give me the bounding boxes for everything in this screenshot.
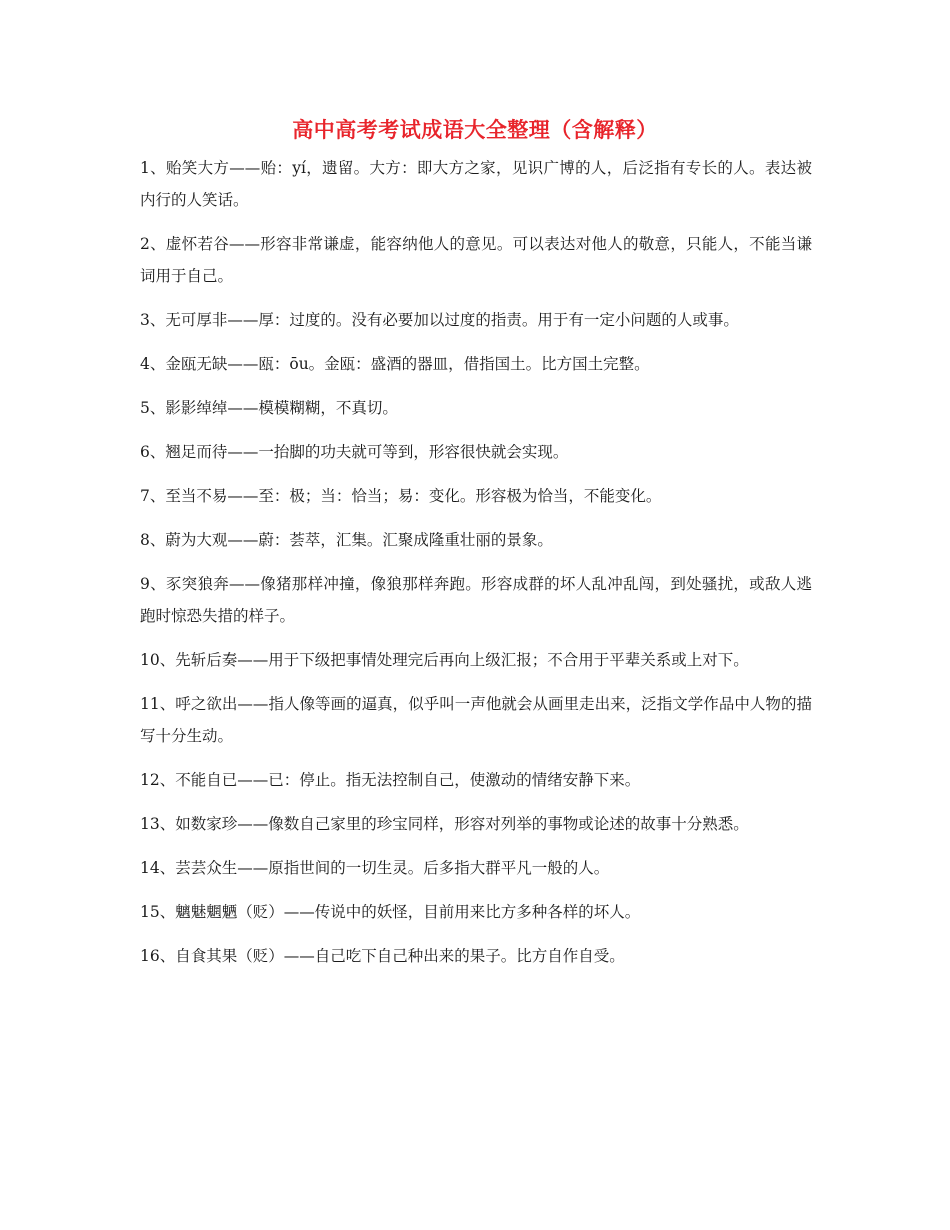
idiom-entry: 13、如数家珍——像数自己家里的珍宝同样，形容对列举的事物或论述的故事十分熟悉。 (140, 815, 749, 833)
idiom-entry: 16、自食其果（贬）——自己吃下自己种出来的果子。比方自作自受。 (140, 947, 625, 965)
idiom-entry: 2、虚怀若谷——形容非常谦虚，能容纳他人的意见。可以表达对他人的敬意，只能人，不能当谦词用于自己。 (140, 235, 812, 285)
idiom-entry: 14、芸芸众生——原指世间的一切生灵。后多指大群平凡一般的人。 (140, 859, 610, 877)
document-title: 高中高考考试成语大全整理（含解释） (292, 117, 658, 142)
idiom-entry: 15、魑魅魍魉（贬）——传说中的妖怪，目前用来比方多种各样的坏人。 (140, 903, 641, 921)
idiom-entry: 5、影影绰绰——模模糊糊，不真切。 (140, 399, 398, 417)
idiom-entry: 3、无可厚非——厚：过度的。没有必要加以过度的指责。用于有一定小问题的人或事。 (140, 311, 739, 329)
idiom-list (140, 152, 812, 984)
idiom-entry: 11、呼之欲出——指人像等画的逼真，似乎叫一声他就会从画里走出来，泛指文学作品中人物的描写十分生动。 (140, 695, 812, 745)
idiom-entry: 12、不能自已——已：停止。指无法控制自己，使激动的情绪安静下来。 (140, 771, 641, 789)
idiom-entry: 7、至当不易——至：极；当：恰当；易：变化。形容极为恰当，不能变化。 (140, 487, 662, 505)
idiom-entry: 4、金瓯无缺——瓯：ōu。金瓯：盛酒的器皿，借指国土。比方国土完整。 (140, 355, 650, 373)
idiom-entry: 10、先斩后奏——用于下级把事情处理完后再向上级汇报；不合用于平辈关系或上对下。 (140, 651, 749, 669)
idiom-entry: 6、翘足而待——一抬脚的功夫就可等到，形容很快就会实现。 (140, 443, 569, 461)
idiom-entry: 1、贻笑大方——贻：yí，遗留。大方：即大方之家，见识广博的人，后泛指有专长的人。表达被内行的人笑话。 (140, 159, 812, 209)
idiom-entry: 9、豕突狼奔——像猪那样冲撞，像狼那样奔跑。形容成群的坏人乱冲乱闯，到处骚扰，或敌人逃跑时惊恐失措的样子。 (140, 575, 812, 625)
idiom-entry: 8、蔚为大观——蔚：荟萃，汇集。汇聚成隆重壮丽的景象。 (140, 531, 553, 549)
